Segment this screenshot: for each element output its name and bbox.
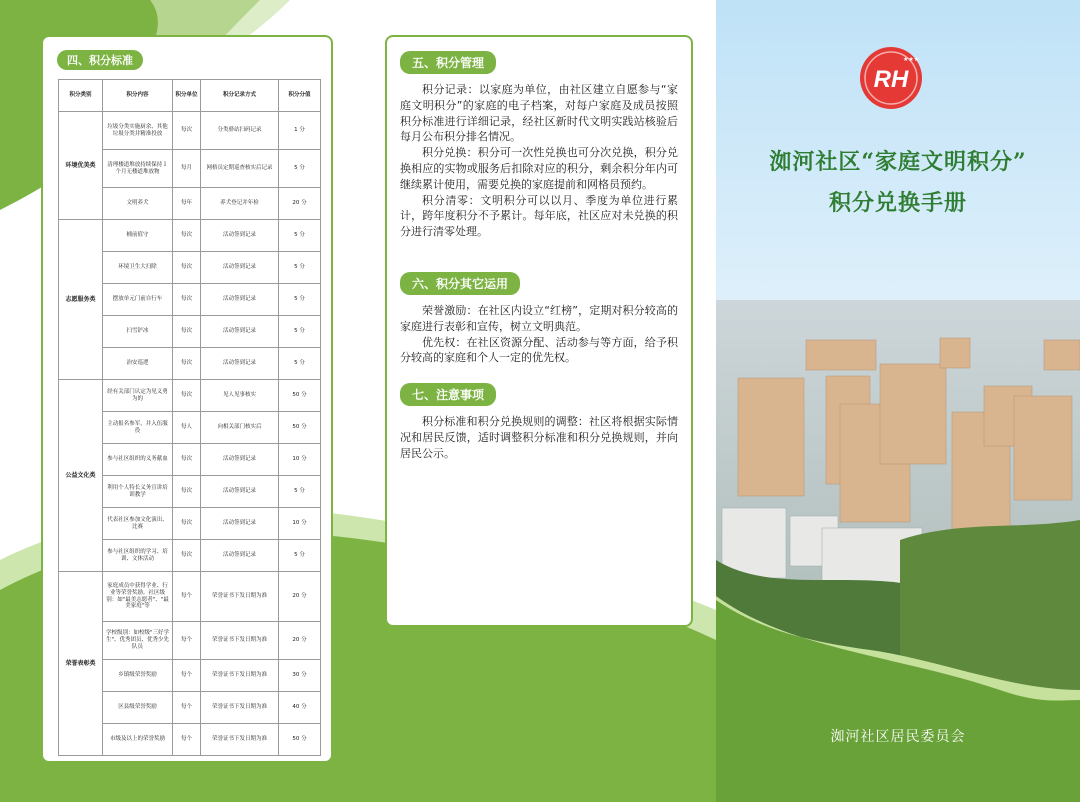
method-cell: 活动签到记录 — [201, 316, 279, 348]
unit-cell: 每次 — [173, 508, 201, 540]
header-score: 积分分值 — [279, 80, 321, 112]
paragraph-honor-incentive: 荣誉激励：在社区内设立“红榜”，定期对积分较高的家庭进行表彰和宣传，树立文明典范。 — [400, 304, 678, 333]
unit-cell: 每次 — [173, 348, 201, 380]
score-cell: 40 分 — [279, 692, 321, 724]
method-cell: 分类驿站扫码记录 — [201, 112, 279, 150]
table-row — [59, 112, 321, 150]
category-cell: 环境优美类 — [59, 112, 103, 220]
content-cell: 清理楼道堆放持续保持１个月无楼道堆放物 — [103, 150, 173, 188]
score-cell: 20 分 — [279, 188, 321, 220]
method-cell: 荣誉证书下发日期为准 — [201, 692, 279, 724]
content-cell: 参与社区组织的学习、培训、文体活动 — [103, 540, 173, 572]
category-cell: 荣誉表彰类 — [59, 572, 103, 756]
paragraph-priority: 优先权：在社区资源分配、活动参与等方面，给予积分较高的家庭和个人一定的优先权。 — [400, 335, 678, 365]
content-cell: 垃圾分类实施厨余、其他垃圾分类并精准投放 — [103, 112, 173, 150]
content-cell: 扫雪铲冰 — [103, 316, 173, 348]
brochure-title-line1: 洳河社区“家庭文明积分” — [769, 149, 1027, 175]
paragraph-points-record: 积分记录：以家庭为单位，由社区建立自愿参与“家庭文明积分”的家庭的电子档案，对每户家庭及成员按照积分标准进行详细记录，经社区新时代文明实践站核验后每月公布积分排名情况。 — [400, 83, 678, 144]
paragraph-points-reset: 积分清零：文明积分可以以月、季度为单位进行累计，跨年度积分不予累计。每年底，社区应对未兑换的积分进行清零处理。 — [400, 193, 678, 239]
table-row — [59, 380, 321, 412]
content-cell: 环境卫生大扫除 — [103, 252, 173, 284]
svg-text:★★★: ★★★ — [903, 56, 920, 63]
unit-cell: 每个 — [173, 692, 201, 724]
section-management — [400, 51, 678, 240]
section-other-uses — [400, 272, 678, 366]
table-row — [59, 220, 321, 252]
table-row — [59, 572, 321, 622]
score-cell: 5 分 — [279, 150, 321, 188]
content-cell: 摆放单元门前自行车 — [103, 284, 173, 316]
content-cell: 参与社区组织的义务献血 — [103, 444, 173, 476]
points-standard-panel — [41, 35, 333, 763]
unit-cell: 每个 — [173, 660, 201, 692]
content-cell: 利用个人特长义务宣讲培训教学 — [103, 476, 173, 508]
score-cell: 5 分 — [279, 284, 321, 316]
method-cell: 活动签到记录 — [201, 508, 279, 540]
score-cell: 5 分 — [279, 220, 321, 252]
method-cell: 向相关部门核实后 — [201, 412, 279, 444]
community-logo — [858, 45, 924, 111]
method-cell: 活动签到记录 — [201, 444, 279, 476]
header-content: 积分内容 — [103, 80, 173, 112]
method-cell: 活动签到记录 — [201, 540, 279, 572]
paragraph-points-exchange: 积分兑换：积分可一次性兑换也可分次兑换，积分兑换相应的实物或服务后扣除对应的积分，剩余积分年内可继续累计使用，需要兑换的家庭提前和网格员预约。 — [400, 146, 678, 191]
content-cell: 区县级荣誉奖励 — [103, 692, 173, 724]
table-header-row — [59, 80, 321, 112]
section-title-management: 五、积分管理 — [400, 51, 496, 74]
score-cell: 1 分 — [279, 112, 321, 150]
unit-cell: 每月 — [173, 150, 201, 188]
unit-cell: 每次 — [173, 380, 201, 412]
unit-cell: 每个 — [173, 622, 201, 660]
unit-cell: 每次 — [173, 252, 201, 284]
header-unit: 积分单位 — [173, 80, 201, 112]
method-cell: 活动签到记录 — [201, 220, 279, 252]
section-title-standard: 四、积分标准 — [57, 50, 143, 70]
method-cell: 荣誉证书下发日期为准 — [201, 660, 279, 692]
content-cell: 市级及以上的荣誉奖励 — [103, 724, 173, 756]
unit-cell: 每次 — [173, 444, 201, 476]
content-cell: 乡镇级荣誉奖励 — [103, 660, 173, 692]
management-panel — [385, 35, 693, 627]
score-cell: 10 分 — [279, 444, 321, 476]
section-title-other-uses: 六、积分其它运用 — [400, 272, 520, 295]
section-notes — [400, 383, 678, 461]
section-title-notes: 七、注意事项 — [400, 383, 496, 406]
category-cell: 志愿服务类 — [59, 220, 103, 380]
header-category: 积分类别 — [59, 80, 103, 112]
method-cell: 活动签到记录 — [201, 252, 279, 284]
unit-cell: 每次 — [173, 220, 201, 252]
brochure-title-line2: 积分兑换手册 — [828, 190, 967, 216]
unit-cell: 每个 — [173, 724, 201, 756]
logo-text: RH — [873, 66, 909, 93]
score-cell: 5 分 — [279, 540, 321, 572]
content-cell: 家庭成员中获得学业、行业等荣誉奖励。社区级别：如"最美志愿者"、"最美家庭"等 — [103, 572, 173, 622]
content-cell: 文明养犬 — [103, 188, 173, 220]
content-cell: 经有关部门认定为见义勇为的 — [103, 380, 173, 412]
method-cell: 荣誉证书下发日期为准 — [201, 724, 279, 756]
publisher-footer: 洳河社区居民委员会 — [830, 729, 966, 745]
unit-cell: 每人 — [173, 412, 201, 444]
score-cell: 5 分 — [279, 316, 321, 348]
category-cell: 公益文化类 — [59, 380, 103, 572]
score-cell: 20 分 — [279, 622, 321, 660]
method-cell: 荣誉证书下发日期为准 — [201, 622, 279, 660]
score-cell: 20 分 — [279, 572, 321, 622]
unit-cell: 每年 — [173, 188, 201, 220]
points-standard-table — [58, 79, 321, 756]
method-cell: 见人见事核实 — [201, 380, 279, 412]
method-cell: 活动签到记录 — [201, 348, 279, 380]
method-cell: 活动签到记录 — [201, 284, 279, 316]
method-cell: 荣誉证书下发日期为准 — [201, 572, 279, 622]
paragraph-rule-adjustment: 积分标准和积分兑换规则的调整：社区将根据实际情况和居民反馈，适时调整积分标准和积分兑换规则，并向居民公示。 — [400, 415, 678, 460]
score-cell: 50 分 — [279, 380, 321, 412]
score-cell: 10 分 — [279, 508, 321, 540]
unit-cell: 每次 — [173, 540, 201, 572]
unit-cell: 每次 — [173, 112, 201, 150]
content-cell: 代表社区参加文化演出、比赛 — [103, 508, 173, 540]
unit-cell: 每次 — [173, 476, 201, 508]
content-cell: 主动报名参军，并入伍服役 — [103, 412, 173, 444]
header-method: 积分记录方式 — [201, 80, 279, 112]
content-cell: 学校级别：如校级"三好学生"、优秀团员、优秀少先队员 — [103, 622, 173, 660]
score-cell: 50 分 — [279, 724, 321, 756]
content-cell: 桶前值守 — [103, 220, 173, 252]
unit-cell: 每次 — [173, 284, 201, 316]
score-cell: 5 分 — [279, 476, 321, 508]
method-cell: 养犬登记并年检 — [201, 188, 279, 220]
unit-cell: 每个 — [173, 572, 201, 622]
score-cell: 5 分 — [279, 348, 321, 380]
method-cell: 网格员定期巡查核实后记录 — [201, 150, 279, 188]
score-cell: 30 分 — [279, 660, 321, 692]
unit-cell: 每次 — [173, 316, 201, 348]
method-cell: 活动签到记录 — [201, 476, 279, 508]
content-cell: 治安巡逻 — [103, 348, 173, 380]
score-cell: 50 分 — [279, 412, 321, 444]
score-cell: 5 分 — [279, 252, 321, 284]
